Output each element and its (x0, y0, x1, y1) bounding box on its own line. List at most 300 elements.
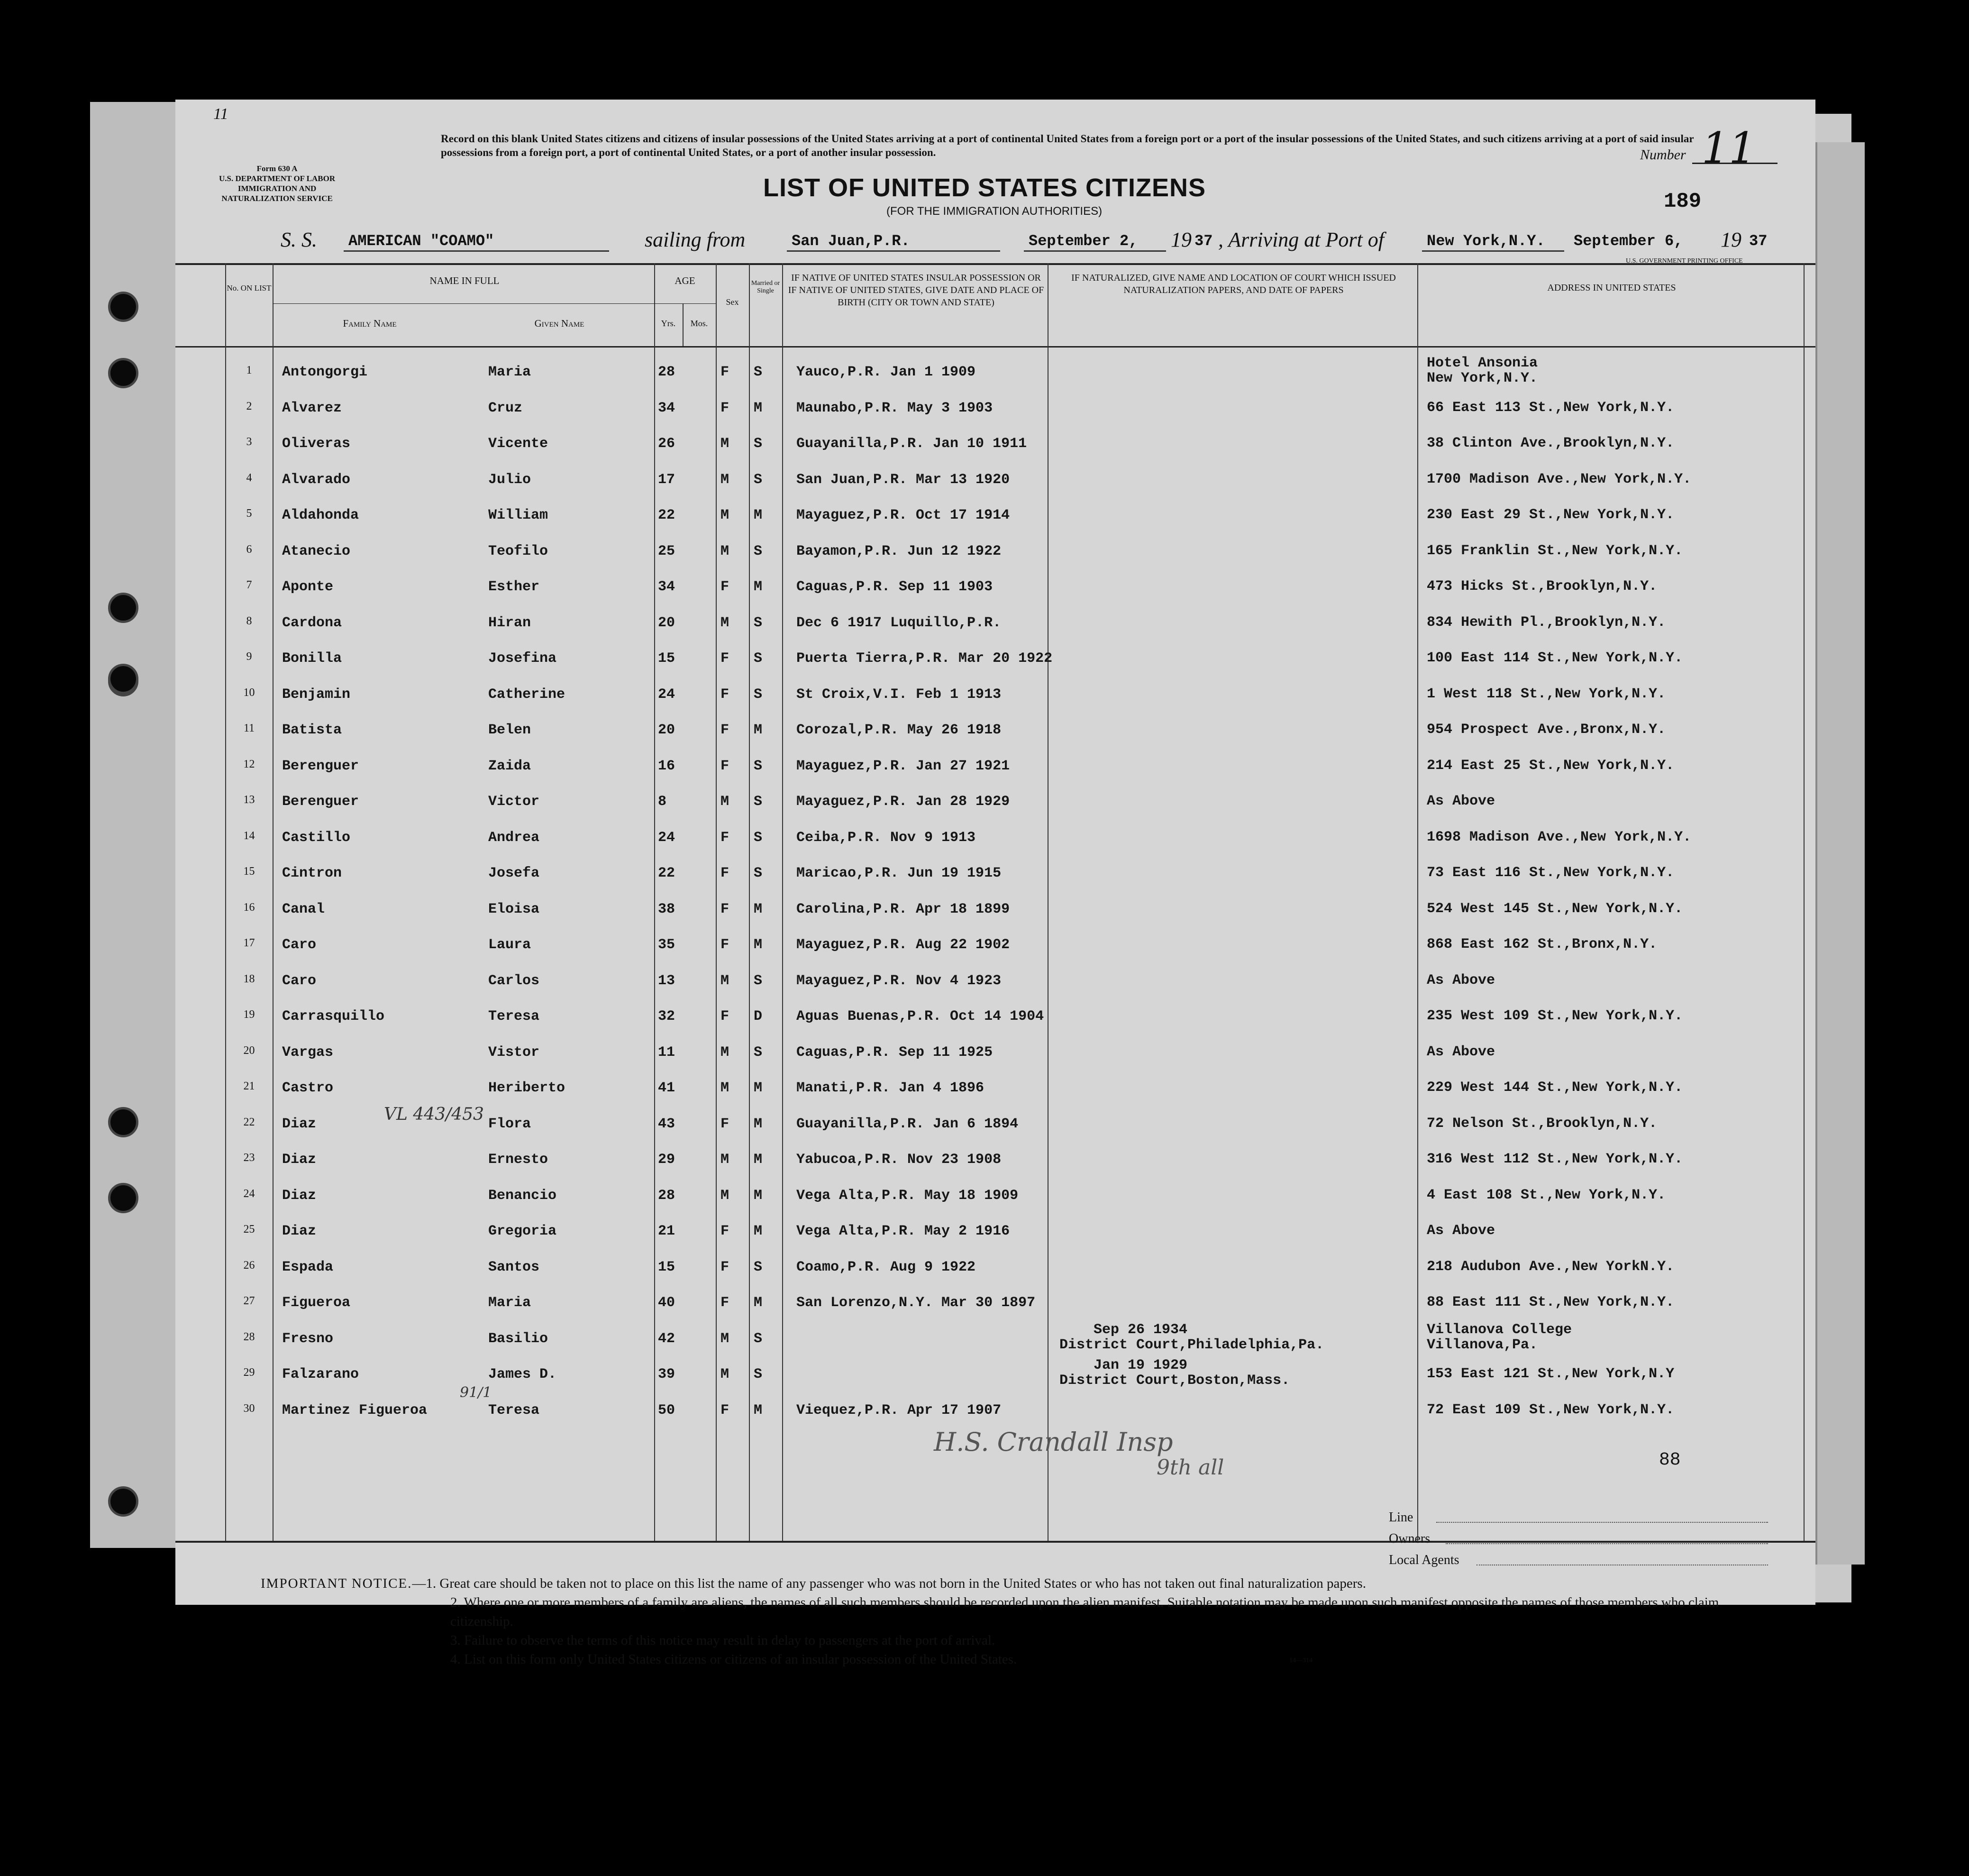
given-name: Heriberto (488, 1080, 565, 1096)
row-number: 17 (243, 937, 255, 949)
address: 100 East 114 St.,New York,N.Y. (1427, 650, 1683, 666)
address: 235 West 109 St.,New York,N.Y. (1427, 1008, 1683, 1024)
sex: F (720, 1402, 729, 1418)
sex: M (720, 1080, 729, 1096)
given-name: Catherine (488, 686, 565, 703)
table-bottom-rule (175, 1541, 1815, 1543)
address: 524 West 145 St.,New York,N.Y. (1427, 900, 1683, 917)
row-number: 27 (243, 1295, 255, 1307)
sex: F (720, 722, 729, 738)
sex: F (720, 1116, 729, 1132)
punch-hole (108, 1107, 138, 1137)
given-name: Belen (488, 722, 531, 738)
sex: F (720, 865, 729, 881)
marital-status: S (754, 364, 763, 380)
age-years: 28 (658, 364, 675, 380)
table-row (175, 714, 1815, 749)
sail-year: 37 (1194, 232, 1213, 250)
header-family-name: Family Name (343, 318, 397, 329)
sex: M (720, 543, 729, 559)
row-number: 26 (243, 1259, 255, 1272)
place-date-of-birth: Bayamon,P.R. Jun 12 1922 (796, 543, 1002, 559)
sailing-label: sailing from (645, 228, 746, 251)
row-number: 23 (243, 1152, 255, 1164)
punch-hole (108, 1486, 138, 1517)
address: 834 Hewith Pl.,Brooklyn,N.Y. (1427, 614, 1666, 631)
sex: M (720, 972, 729, 989)
family-name: Alvarez (282, 400, 342, 416)
service-name-line1: IMMIGRATION AND (237, 184, 317, 193)
punch-hole (108, 1183, 138, 1213)
row-number: 21 (243, 1080, 255, 1092)
family-name: Batista (282, 722, 342, 738)
given-name: William (488, 507, 548, 523)
family-name: Carrasquillo (282, 1008, 385, 1025)
address: 1 West 118 St.,New York,N.Y. (1427, 686, 1666, 702)
row-number: 12 (243, 758, 255, 770)
marital-status: S (754, 865, 763, 881)
manifest-page (175, 100, 1815, 1667)
punch-hole (108, 292, 138, 322)
given-name: Vistor (488, 1044, 540, 1061)
table-row (175, 1143, 1815, 1178)
notice-item: —1. Great care should be taken not to place on this list the name of any passenger who was not born in the United States or who has not taken out final naturalization papers. (412, 1576, 1366, 1591)
table-row (175, 1071, 1815, 1107)
sex: F (720, 1295, 729, 1311)
table-row (175, 1000, 1815, 1035)
row-number: 18 (243, 972, 255, 985)
record-instructions: Record on this blank United States citizens and citizens of insular possessions of the United States arriving at a port of continental United States from a foreign port or a port of the insular possessions of the United States, and such citizens arriving at a port of said insular possessions from a foreign port, a port of continental United States, or a port of another insular possession. (441, 133, 1694, 158)
marital-status: S (754, 1366, 763, 1382)
age-years: 24 (658, 686, 675, 703)
marital-status: M (754, 937, 763, 953)
family-name: Bonilla (282, 650, 342, 667)
arrival-port: New York,N.Y. (1427, 232, 1545, 250)
address: As Above (1427, 793, 1495, 809)
age-years: 20 (658, 614, 675, 631)
header-name-in-full: NAME IN FULL (429, 275, 500, 286)
naturalization-info: Jan 19 1929 District Court,Boston,Mass. (1059, 1357, 1290, 1389)
row-number: 3 (246, 436, 252, 448)
row-number: 2 (246, 400, 252, 412)
sail-date: September 2, (1029, 232, 1138, 250)
place-date-of-birth: Yabucoa,P.R. Nov 23 1908 (796, 1152, 1002, 1168)
given-name: Ernesto (488, 1152, 548, 1168)
place-date-of-birth: Puerta Tierra,P.R. Mar 20 1922 (796, 650, 1053, 667)
family-name: Aponte (282, 579, 334, 595)
row-number: 7 (246, 579, 252, 591)
table-row (175, 821, 1815, 856)
sex: F (720, 829, 729, 846)
header-years: Yrs. (661, 319, 676, 328)
table-row (175, 1286, 1815, 1321)
table-row (175, 1358, 1815, 1393)
marital-status: S (754, 1044, 763, 1061)
arrival-date: September 6, (1574, 232, 1683, 250)
marital-status: S (754, 614, 763, 631)
family-name: Alvarado (282, 471, 351, 488)
row-number: 16 (243, 901, 255, 914)
row-number: 13 (243, 794, 255, 806)
place-date-of-birth: Mayaguez,P.R. Jan 27 1921 (796, 758, 1010, 774)
marital-status: S (754, 758, 763, 774)
line-label: Line (1389, 1510, 1413, 1525)
stamp-number: 189 (1664, 190, 1702, 213)
age-years: 32 (658, 1008, 675, 1025)
address: 230 East 29 St.,New York,N.Y. (1427, 507, 1675, 523)
punch-hole (108, 593, 138, 623)
family-name: Cardona (282, 614, 342, 631)
place-date-of-birth: Vega Alta,P.R. May 18 1909 (796, 1187, 1019, 1204)
place-date-of-birth: Caguas,P.R. Sep 11 1925 (796, 1044, 993, 1061)
family-name: Figueroa (282, 1295, 351, 1311)
family-name: Berenguer (282, 758, 359, 774)
age-years: 11 (658, 1044, 675, 1061)
place-date-of-birth: Mayaguez,P.R. Jan 28 1929 (796, 794, 1010, 810)
port-underline (787, 250, 1000, 252)
given-name: Hiran (488, 614, 531, 631)
sex: F (720, 1259, 729, 1275)
table-row (175, 928, 1815, 963)
inspector-signature-note: 9th all (1157, 1455, 1224, 1480)
place-date-of-birth: Carolina,P.R. Apr 18 1899 (796, 901, 1010, 917)
sex: M (720, 436, 729, 452)
row-number: 10 (243, 686, 255, 699)
family-name: Diaz (282, 1116, 317, 1132)
punch-hole (108, 358, 138, 388)
marital-status: M (754, 901, 763, 917)
address: 4 East 108 St.,New York,N.Y. (1427, 1187, 1666, 1203)
row-number: 5 (246, 507, 252, 520)
given-name: Zaida (488, 758, 531, 774)
family-name: Diaz (282, 1223, 317, 1239)
family-name: Vargas (282, 1044, 334, 1061)
place-date-of-birth: Coamo,P.R. Aug 9 1922 (796, 1259, 976, 1275)
row-number: 11 (243, 722, 255, 734)
header-no-on-list: No. ON LIST (227, 284, 272, 293)
table-row (175, 893, 1815, 928)
given-name: Teofilo (488, 543, 548, 559)
row-number: 9 (246, 650, 252, 663)
place-date-of-birth: Corozal,P.R. May 26 1918 (796, 722, 1002, 738)
sex: F (720, 579, 729, 595)
family-name: Berenguer (282, 794, 359, 810)
marital-status: M (754, 1295, 763, 1311)
form-code: 14—314 (1289, 1657, 1313, 1664)
sex: F (720, 1008, 729, 1025)
table-row (175, 1322, 1815, 1357)
address: 229 West 144 St.,New York,N.Y. (1427, 1080, 1683, 1096)
row-number: 14 (243, 829, 255, 842)
family-name: Cintron (282, 865, 342, 881)
address: 73 East 116 St.,New York,N.Y. (1427, 865, 1675, 881)
header-months: Mos. (690, 319, 708, 328)
place-date-of-birth: Ceiba,P.R. Nov 9 1913 (796, 829, 976, 846)
given-name: Teresa (488, 1402, 540, 1418)
age-years: 17 (658, 471, 675, 488)
place-date-of-birth: St Croix,V.I. Feb 1 1913 (796, 686, 1002, 703)
address: 165 Franklin St.,New York,N.Y. (1427, 542, 1683, 559)
given-name: Basilio (488, 1330, 548, 1347)
arrival-underline (1422, 250, 1564, 252)
age-years: 35 (658, 937, 675, 953)
age-years: 13 (658, 972, 675, 989)
age-years: 8 (658, 794, 667, 810)
marital-status: M (754, 722, 763, 738)
table-row (175, 427, 1815, 462)
address: Villanova College Villanova,Pa. (1427, 1321, 1572, 1353)
sex: F (720, 1223, 729, 1239)
family-name: Martinez Figueroa (282, 1402, 428, 1418)
marital-status: S (754, 1259, 763, 1275)
place-date-of-birth: San Juan,P.R. Mar 13 1920 (796, 471, 1010, 488)
page-title: LIST OF UNITED STATES CITIZENS (763, 174, 1206, 202)
naturalization-info: Sep 26 1934 District Court,Philadelphia,Pa. (1059, 1321, 1324, 1353)
header-bottom-rule (175, 346, 1815, 348)
family-name: Diaz (282, 1152, 317, 1168)
printing-office-note: U.S. GOVERNMENT PRINTING OFFICE (1626, 257, 1743, 265)
marital-status: M (754, 1223, 763, 1239)
form-number: Form 630 A (256, 164, 298, 173)
arrival-year-prefix: 19 (1721, 228, 1741, 251)
place-date-of-birth: Mayaguez,P.R. Nov 4 1923 (796, 972, 1002, 989)
inspector-signature: H.S. Crandall Insp (934, 1427, 1173, 1457)
row-number: 19 (243, 1008, 255, 1021)
punch-hole (108, 664, 138, 694)
handwritten-note: 91/1 (460, 1384, 492, 1401)
owners-label: Owners (1389, 1531, 1431, 1546)
marital-status: M (754, 1080, 763, 1096)
ss-label: S. S. (281, 228, 317, 251)
table-top-rule (175, 263, 1815, 265)
address: As Above (1427, 1043, 1495, 1060)
place-date-of-birth: Guayanilla,P.R. Jan 10 1911 (796, 436, 1027, 452)
place-date-of-birth: Mayaguez,P.R. Oct 17 1914 (796, 507, 1010, 523)
age-years: 15 (658, 650, 675, 667)
address: As Above (1427, 972, 1495, 988)
table-row (175, 606, 1815, 641)
address: 1700 Madison Ave.,New York,N.Y. (1427, 471, 1692, 487)
notice-item: 4. List on this form only United States citizens or citizens of an insular possession of the United States. (450, 1652, 1017, 1667)
row-number: 29 (243, 1366, 255, 1379)
address: Hotel Ansonia New York,N.Y. (1427, 355, 1538, 386)
marital-status: M (754, 1187, 763, 1204)
header-given-name: Given Name (534, 318, 584, 329)
given-name: Josefa (488, 865, 540, 881)
sex: M (720, 471, 729, 488)
form-id-block (219, 164, 335, 203)
passenger-table (175, 263, 1815, 1591)
row-number: 22 (243, 1116, 255, 1128)
notice-heading: IMPORTANT NOTICE. (261, 1576, 412, 1591)
place-date-of-birth: Viequez,P.R. Apr 17 1907 (796, 1402, 1002, 1418)
row-number: 30 (243, 1402, 255, 1415)
sex: M (720, 1044, 729, 1061)
family-name: Benjamin (282, 686, 351, 703)
sex: F (720, 901, 729, 917)
age-years: 22 (658, 865, 675, 881)
list-number: 11 (1702, 123, 1756, 173)
table-row (175, 570, 1815, 605)
owners-field (1446, 1543, 1768, 1544)
family-name: Castillo (282, 829, 351, 846)
service-name-line2: NATURALIZATION SERVICE (221, 194, 333, 203)
age-years: 20 (658, 722, 675, 738)
ship-underline (344, 250, 609, 252)
table-row (175, 750, 1815, 785)
address: 316 West 112 St.,New York,N.Y. (1427, 1151, 1683, 1167)
sex: F (720, 686, 729, 703)
marital-status: S (754, 471, 763, 488)
age-years: 43 (658, 1116, 675, 1132)
row-number: 24 (243, 1187, 255, 1200)
address: 214 East 25 St.,New York,N.Y. (1427, 757, 1675, 774)
address: 473 Hicks St.,Brooklyn,N.Y. (1427, 578, 1658, 595)
age-years: 29 (658, 1152, 675, 1168)
address: 1698 Madison Ave.,New York,N.Y. (1427, 829, 1692, 845)
row-number: 25 (243, 1223, 255, 1235)
row-number: 15 (243, 865, 255, 878)
address: 88 East 111 St.,New York,N.Y. (1427, 1294, 1675, 1310)
sex: F (720, 758, 729, 774)
number-label: Number (1640, 147, 1686, 163)
given-name: Flora (488, 1116, 531, 1132)
sex: M (720, 1366, 729, 1382)
table-row (175, 678, 1815, 713)
ship-name: AMERICAN "COAMO" (348, 232, 494, 250)
address: 72 East 109 St.,New York,N.Y. (1427, 1401, 1675, 1418)
page-subtitle: (FOR THE IMMIGRATION AUTHORITIES) (886, 205, 1103, 218)
age-years: 39 (658, 1366, 675, 1382)
table-row (175, 535, 1815, 570)
table-row (175, 463, 1815, 498)
place-date-of-birth: Maricao,P.R. Jun 19 1915 (796, 865, 1002, 881)
place-date-of-birth: Dec 6 1917 Luquillo,P.R. (796, 614, 1002, 631)
line-field (1436, 1522, 1768, 1523)
place-date-of-birth: Guayanilla,P.R. Jan 6 1894 (796, 1116, 1019, 1132)
marital-status: M (754, 579, 763, 595)
voyage-line (175, 228, 1815, 256)
year-prefix: 19 (1171, 228, 1192, 251)
given-name: Cruz (488, 400, 523, 416)
address: 954 Prospect Ave.,Bronx,N.Y. (1427, 722, 1666, 738)
sex: M (720, 1152, 729, 1168)
family-name: Caro (282, 937, 317, 953)
place-date-of-birth: San Lorenzo,N.Y. Mar 30 1897 (796, 1295, 1036, 1311)
place-date-of-birth: Maunabo,P.R. May 3 1903 (796, 400, 993, 416)
age-years: 34 (658, 400, 675, 416)
address: 153 East 121 St.,New York,N.Y (1427, 1366, 1675, 1382)
marital-status: M (754, 507, 763, 523)
next-sheet-edge (1815, 142, 1865, 1565)
given-name: Julio (488, 471, 531, 488)
given-name: Andrea (488, 829, 540, 846)
arrival-year: 37 (1749, 232, 1768, 250)
address: 38 Clinton Ave.,Brooklyn,N.Y. (1427, 435, 1675, 451)
age-years: 22 (658, 507, 675, 523)
sex: M (720, 507, 729, 523)
notice-item: 2. Where one or more members of a family are aliens, the names of all such members should be recorded upon the alien manifest. Suitable notation may be made upon such manifest opposite the names of those members who claim citizenship. (450, 1595, 1719, 1629)
sex: M (720, 614, 729, 631)
marital-status: D (754, 1008, 763, 1025)
passenger-count: 88 (1659, 1450, 1681, 1470)
sex: M (720, 794, 729, 810)
family-name: Diaz (282, 1187, 317, 1204)
sex: F (720, 650, 729, 667)
sex: F (720, 364, 729, 380)
header-sex: Sex (726, 297, 739, 307)
given-name: Benancio (488, 1187, 557, 1204)
binder-strip (90, 102, 178, 1548)
table-row (175, 964, 1815, 999)
table-row (175, 642, 1815, 677)
place-date-of-birth: Vega Alta,P.R. May 2 1916 (796, 1223, 1010, 1239)
corner-mark: 11 (213, 105, 228, 123)
address: 218 Audubon Ave.,New YorkN.Y. (1427, 1258, 1675, 1275)
table-row (175, 1179, 1815, 1214)
given-name: Maria (488, 1295, 531, 1311)
marital-status: M (754, 1402, 763, 1418)
marital-status: S (754, 1330, 763, 1347)
given-name: James D. (488, 1366, 557, 1382)
family-name: Canal (282, 901, 325, 917)
subheader-rule (273, 303, 716, 304)
table-row (175, 392, 1815, 427)
age-years: 50 (658, 1402, 675, 1418)
given-name: Eloisa (488, 901, 540, 917)
age-years: 24 (658, 829, 675, 846)
age-years: 34 (658, 579, 675, 595)
place-date-of-birth: Aguas Buenas,P.R. Oct 14 1904 (796, 1008, 1044, 1025)
important-notice (261, 1574, 1778, 1593)
family-name: Antongorgi (282, 364, 368, 380)
row-number: 6 (246, 543, 252, 556)
table-row (175, 1394, 1815, 1429)
age-years: 26 (658, 436, 675, 452)
row-number: 28 (243, 1330, 255, 1343)
notice-item: 3. Failure to observe the terms of this notice may result in delay to passengers at the port of arrival. (450, 1633, 995, 1648)
given-name: Gregoria (488, 1223, 557, 1239)
header-age: AGE (675, 275, 695, 286)
place-date-of-birth: Manati,P.R. Jan 4 1896 (796, 1080, 984, 1096)
handwritten-note: VL 443/453 (384, 1105, 484, 1124)
sex: F (720, 937, 729, 953)
table-row (175, 1036, 1815, 1071)
address: 66 East 113 St.,New York,N.Y. (1427, 399, 1675, 416)
table-row (175, 785, 1815, 820)
marital-status: M (754, 400, 763, 416)
marital-status: S (754, 972, 763, 989)
marital-status: S (754, 829, 763, 846)
age-years: 42 (658, 1330, 675, 1347)
given-name: Carlos (488, 972, 540, 989)
age-years: 40 (658, 1295, 675, 1311)
place-date-of-birth: Yauco,P.R. Jan 1 1909 (796, 364, 976, 380)
age-years: 16 (658, 758, 675, 774)
row-number: 1 (246, 364, 252, 376)
arriving-label: , Arriving at Port of (1218, 228, 1384, 251)
age-years: 38 (658, 901, 675, 917)
header-married-single: Married or Single (751, 280, 780, 294)
date-underline (1024, 250, 1166, 252)
place-date-of-birth: Caguas,P.R. Sep 11 1903 (796, 579, 993, 595)
age-years: 28 (658, 1187, 675, 1204)
age-years: 41 (658, 1080, 675, 1096)
family-name: Aldahonda (282, 507, 359, 523)
age-years: 21 (658, 1223, 675, 1239)
marital-status: S (754, 686, 763, 703)
family-name: Castro (282, 1080, 334, 1096)
